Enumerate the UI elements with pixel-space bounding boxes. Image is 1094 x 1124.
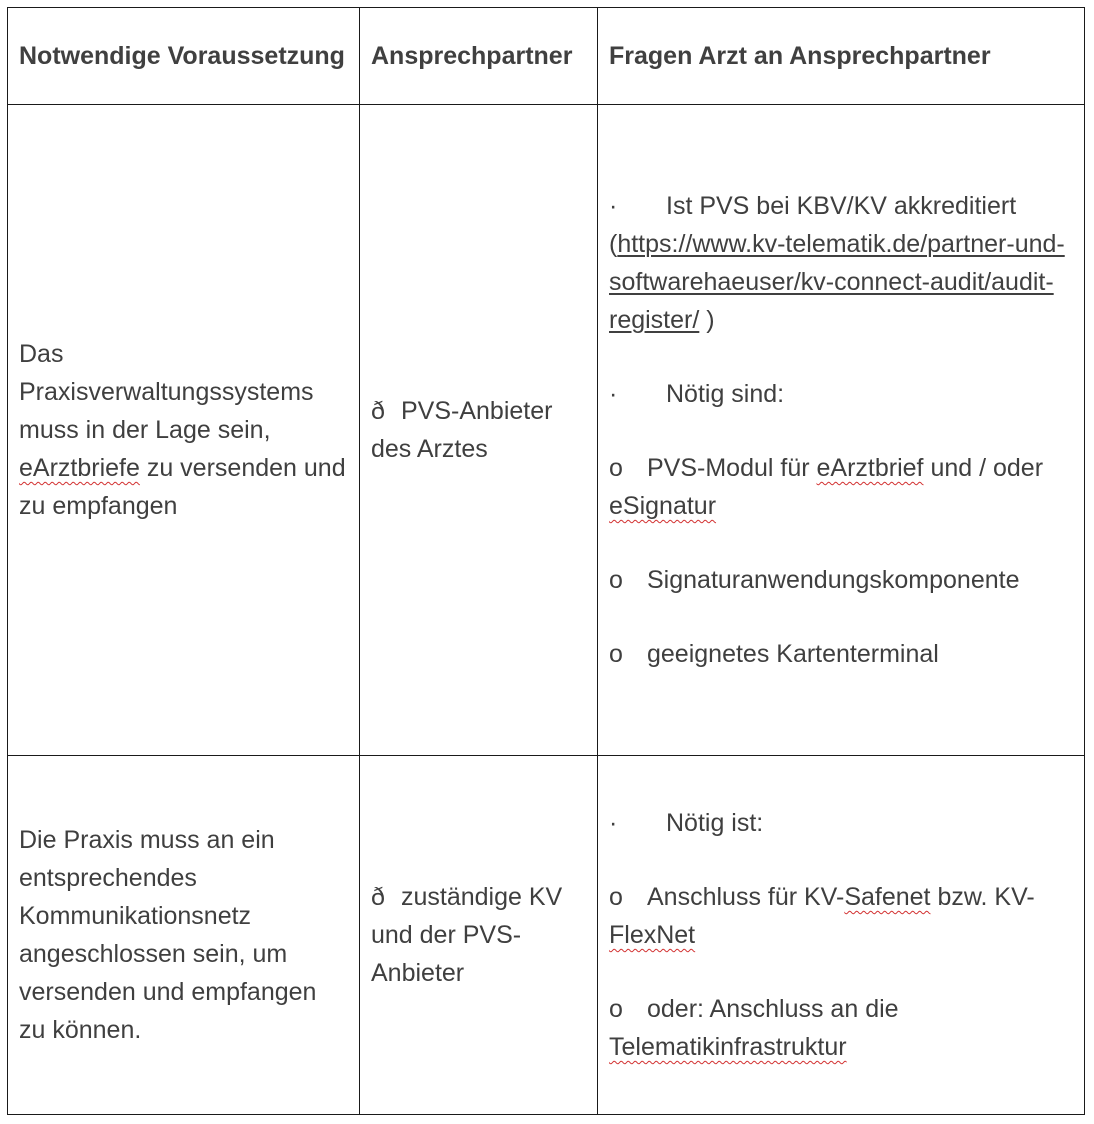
bullet-icon: · <box>609 809 618 837</box>
spellcheck-word: Safenet <box>844 883 931 911</box>
bullet-icon: · <box>609 380 618 408</box>
requirements-table <box>7 7 1085 1115</box>
header-contact: Ansprechpartner <box>360 8 598 105</box>
requirement-cell <box>8 756 360 1115</box>
spellcheck-word: Telematikinfrastruktur <box>609 1033 847 1061</box>
spellcheck-word: eArztbriefe <box>19 454 140 482</box>
arrow-icon: ð <box>371 397 385 425</box>
spellcheck-word: eArztbrief <box>816 454 924 482</box>
requirement-text: Die Praxis muss an ein entsprechendes Kommunikationsnetz angeschlossen sein, um versenden und empfangen zu können. <box>19 826 317 1044</box>
circle-bullet-icon: o <box>609 883 623 911</box>
bullet-icon: · <box>609 192 618 220</box>
questions-cell: · Ist PVS bei KBV/KV akkreditiert (https://www.kv-telematik.de/partner-und-softwarehaeuser/kv-connect-audit/audit-register/ ) · Nötig sind: o PVS-Modul für eArztbrief und / oder eSignatur o Signaturanwendungskomponente o geeignetes Kartenterminal <box>598 105 1085 756</box>
sub-list-item: o geeignetes Kartenterminal <box>609 635 1074 673</box>
contact-cell <box>360 105 598 756</box>
circle-bullet-icon: o <box>609 640 623 668</box>
circle-bullet-icon: o <box>609 454 623 482</box>
sub-list-item: o oder: Anschluss an die Telematikinfrastruktur <box>609 995 899 1061</box>
header-row <box>8 8 1085 105</box>
list-item: · Ist PVS bei KBV/KV akkreditiert <box>609 187 1074 225</box>
requirement-text: Das Praxisverwaltungssystems muss in der Lage sein, <box>19 340 314 444</box>
circle-bullet-icon: o <box>609 995 623 1023</box>
requirement-cell <box>8 105 360 756</box>
header-questions: Fragen Arzt an Ansprechpartner <box>598 8 1085 105</box>
circle-bullet-icon: o <box>609 566 623 594</box>
list-item: · Nötig sind: <box>609 375 1074 413</box>
sub-list-item: o Anschluss für KV-Safenet bzw. KV-FlexNet <box>609 883 1035 949</box>
requirement-text-end: zu versenden und zu empfangen <box>19 454 346 520</box>
header-requirement: Notwendige Voraussetzung <box>8 8 360 105</box>
contact-text: zuständige KV und der PVS-Anbieter <box>371 883 563 987</box>
list-item: · Nötig ist: <box>609 804 1074 842</box>
table-row <box>8 756 1085 1115</box>
questions-cell <box>598 756 1085 1115</box>
arrow-icon: ð <box>371 883 385 911</box>
audit-register-link[interactable]: https://www.kv-telematik.de/partner-und-softwarehaeuser/kv-connect-audit/audit-register/ <box>609 230 1065 334</box>
spellcheck-word: eSignatur <box>609 492 717 520</box>
contact-cell <box>360 756 598 1115</box>
sub-list-item: o Signaturanwendungskomponente <box>609 561 1074 599</box>
contact-text: PVS-Anbieter des Arztes <box>371 397 553 463</box>
sub-list-item: o PVS-Modul für eArztbrief und / oder eSignatur <box>609 454 1043 520</box>
spellcheck-word: FlexNet <box>609 921 696 949</box>
table-row <box>8 105 1085 756</box>
